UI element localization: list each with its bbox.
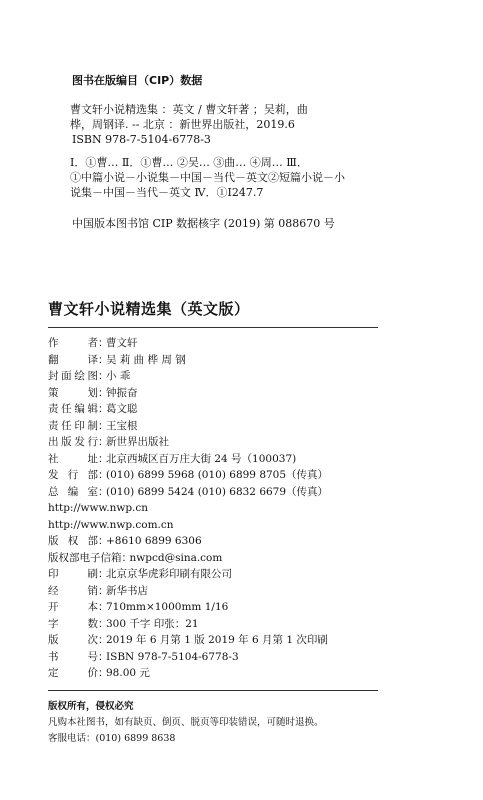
detail-value: 王宝根 (106, 419, 138, 432)
detail-value: 新华书店 (106, 584, 148, 597)
detail-label: 开本 (48, 601, 98, 613)
detail-label: 出版发行 (48, 436, 98, 448)
detail-value: 小 乖 (106, 370, 131, 382)
detail-colon: ： (98, 337, 109, 349)
detail-value: (010) 6899 5968 (010) 6899 8705（传真） (106, 469, 329, 481)
cip-class-line: ①中篇小说－小说集－中国－当代－英文②短篇小说－小 (70, 171, 345, 184)
book-title: 曹文轩小说精选集（英文版） (48, 300, 250, 318)
detail-value: +8610 6899 6306 (106, 535, 202, 547)
service-phone: 客服电话：(010) 6899 8638 (48, 733, 176, 744)
detail-label: 作者 (48, 337, 98, 349)
detail-value: 新世界出版社 (106, 436, 169, 448)
detail-row (48, 484, 388, 501)
detail-value: 曹文轩 (106, 337, 138, 349)
rights-heading: 版权所有，侵权必究 (48, 701, 134, 712)
detail-row (48, 500, 388, 517)
detail-label: 责任编辑 (48, 403, 98, 415)
cip-classification (70, 155, 415, 200)
title-divider (48, 327, 378, 328)
detail-label: 印刷 (48, 568, 98, 580)
detail-label: 责任印制 (48, 419, 98, 432)
detail-row (48, 599, 388, 616)
detail-value: 710mm×1000mm 1/16 (106, 601, 229, 613)
detail-value: 300 千字 印张：21 (106, 617, 199, 630)
detail-url: http://www.nwp.com.cn (48, 518, 174, 531)
detail-value: 钟振奋 (106, 386, 138, 399)
detail-colon: ： (98, 469, 109, 481)
detail-row (48, 583, 388, 600)
cip-class-line: 说集－中国－当代－英文 Ⅳ．①I247.7 (70, 186, 264, 199)
detail-row (48, 335, 388, 352)
detail-label: 翻译 (48, 353, 98, 366)
detail-value: nwpcd@sina.com (129, 551, 223, 564)
detail-colon: ： (98, 568, 109, 580)
detail-value: 98.00 元 (106, 667, 150, 679)
detail-value: 葛文聪 (106, 403, 138, 415)
detail-url: http://www.nwp.cn (48, 502, 149, 514)
detail-row (48, 616, 388, 633)
detail-colon: ： (98, 485, 109, 498)
detail-colon: ： (98, 353, 109, 366)
cip-heading: 图书在版编目（CIP）数据 (72, 74, 203, 87)
detail-label: 经销 (48, 584, 98, 597)
detail-label: 社址 (48, 452, 98, 465)
detail-colon: ： (98, 535, 109, 547)
detail-row (48, 665, 388, 682)
detail-colon: ： (98, 584, 109, 597)
cip-check-number: 中国版本图书馆 CIP 数据核字 (2019) 第 088670 号 (72, 217, 335, 230)
publication-details (48, 335, 388, 682)
detail-label: 总编室 (48, 485, 98, 498)
detail-colon: ： (98, 667, 109, 679)
cip-entry-line: 桦，周钢译. -- 北京 ：新世界出版社，2019.6 (70, 118, 295, 131)
detail-value: 北京西城区百万庄大街 24 号（100037) (106, 452, 297, 465)
detail-colon: ： (121, 551, 132, 564)
detail-value: 2019 年 6 月第 1 版 2019 年 6 月第 1 次印刷 (106, 634, 328, 646)
detail-label: 书号 (48, 650, 98, 663)
detail-label: 定价 (48, 667, 98, 679)
detail-colon: ： (98, 403, 109, 415)
detail-row (48, 517, 388, 534)
footer-divider (48, 690, 378, 691)
detail-colon: ： (98, 650, 109, 663)
detail-colon: ： (98, 386, 109, 399)
detail-colon: ： (98, 601, 109, 613)
detail-colon: ： (98, 634, 109, 646)
detail-value: 吴 莉 曲 桦 周 钢 (106, 353, 186, 366)
detail-colon: ： (98, 370, 109, 382)
detail-colon: ： (98, 436, 109, 448)
cip-isbn-line: ISBN 978-7-5104-6778-3 (72, 133, 211, 146)
detail-label: 字数 (48, 617, 98, 630)
detail-colon: ： (98, 617, 109, 630)
detail-row (48, 632, 388, 649)
detail-row (48, 385, 388, 402)
detail-row (48, 550, 388, 567)
cip-entry (70, 102, 415, 147)
detail-row (48, 401, 388, 418)
detail-row (48, 649, 388, 666)
detail-label: 版权部电子信箱 (48, 551, 122, 564)
detail-label: 版次 (48, 634, 98, 646)
detail-value: 北京京华虎彩印刷有限公司 (106, 568, 232, 580)
detail-row (48, 533, 388, 550)
detail-colon: ： (98, 419, 109, 432)
detail-colon: ： (98, 452, 109, 465)
detail-row (48, 418, 388, 435)
detail-value: ISBN 978-7-5104-6778-3 (106, 650, 239, 663)
detail-row (48, 566, 388, 583)
detail-label: 发行部 (48, 469, 98, 481)
detail-label: 策划 (48, 386, 98, 399)
detail-label: 封面绘图 (48, 370, 98, 382)
detail-row (48, 352, 388, 369)
cip-entry-line: 曹文轩小说精选集 ：英文 / 曹文轩著 ；吴莉，曲 (70, 103, 308, 116)
detail-row (48, 434, 388, 451)
detail-label: 版权部 (48, 535, 98, 547)
detail-value: (010) 6899 5424 (010) 6832 6679（传真） (106, 485, 329, 498)
cip-class-line: Ⅰ．①曹… Ⅱ．①曹… ②吴… ③曲… ④周… Ⅲ． (70, 156, 308, 169)
rights-notice: 凡购本社图书，如有缺页、倒页、脱页等印装错误，可随时退换。 (48, 717, 324, 728)
detail-row (48, 368, 388, 385)
detail-row (48, 467, 388, 484)
detail-row (48, 451, 388, 468)
